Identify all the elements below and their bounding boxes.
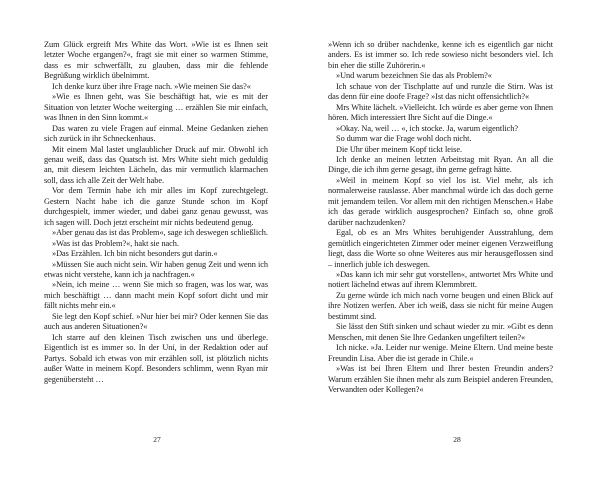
right-page-text — [328, 40, 553, 395]
paragraph: Ich denke kurz über ihre Frage nach. »Wie meinen Sie das?« — [52, 81, 251, 91]
paragraph: »Wie es Ihnen geht, was Sie beschäftigt hat, wie es mit der Situation von letzter Woche weiterging … erzählen Sie mir einfach, was Ihnen in den Sinn kommt.« — [44, 92, 268, 123]
paragraph: »Aber genau das ist das Problem«, sage ich deswegen schließlich. — [52, 228, 268, 238]
paragraph: So dumm war die Frage wohl doch nicht. — [336, 134, 472, 144]
left-page-text — [44, 40, 268, 385]
paragraph: »Weil in meinem Kopf so viel los ist. Viel mehr, als ich normalerweise rauslasse. Aber manchmal würde ich das doch gerne mit jemandem teilen. Vor allem mit den richtigen Menschen.« Habe ich das gerade wirklich ausgesprochen? Einfach so, ohne groß darüber nachzudenken? — [328, 175, 553, 227]
paragraph: Die Uhr über meinem Kopf tickt leise. — [336, 144, 463, 154]
paragraph: Ich denke an meinen letzten Arbeitstag mit Ryan. An all die Dinge, die ich ihm gerne gesagt, ihn gerne gefragt hätte. — [328, 154, 553, 175]
paragraph: »Das Erzählen. Ich bin nicht besonders gut darin.« — [52, 249, 218, 259]
paragraph: Vor dem Termin habe ich mir alles im Kopf zurechtgelegt. Gestern Nacht habe ich die ganze Stunde schon im Kopf durchgespielt, immer wieder, und dabei ganz genau gewusst, was ich sagen will. Doch jetzt erscheint mir nichts bedeutend genug. — [44, 186, 268, 227]
paragraph: »Und warum bezeichnen Sie das als Problem?« — [336, 71, 492, 81]
page-number: 27 — [153, 435, 161, 444]
paragraph: Ich schaue von der Tischplatte auf und runzle die Stirn. Was ist das denn für eine doofe Frage? »Ist das nicht offensichtlich?« — [328, 81, 553, 102]
page-number: 28 — [453, 435, 461, 444]
right-page — [300, 0, 600, 478]
paragraph: »Was ist bei Ihren Eltern und Ihrer besten Freundin anders? Warum erzählen Sie ihnen mehr als zum Beispiel anderen Freunden, Verwandten oder Kollegen?« — [328, 364, 553, 394]
paragraph: Mrs White lächelt. »Vielleicht. Ich würde es aber gerne von Ihnen hören. Mich interessiert Ihre Sicht auf die Dinge.« — [328, 102, 553, 123]
paragraph: Egal, ob es an Mrs Whites beruhigender Ausstrahlung, dem gemütlich eingerichteten Zimmer oder meiner eigenen Verzweiflung liegt, dass die Worte so ohne Weiteres aus mir herausgeflossen sind – innerlich juble ich deswegen. — [328, 228, 553, 269]
paragraph: Sie legt den Kopf schief. »Nur hier bei mir? Oder kennen Sie das auch aus anderen Situationen?« — [44, 311, 268, 332]
paragraph: Sie lässt den Stift sinken und schaut wieder zu mir. »Gibt es denn Menschen, mit denen Sie Ihre Gedanken ungefiltert teilen?« — [328, 322, 553, 342]
paragraph: Zu gerne würde ich mich nach vorne beugen und einen Blick auf ihre Notizen werfen. Aber ich weiß, dass sie nicht für meine Augen bestimmt sind. — [328, 290, 553, 321]
paragraph: »Was ist das Problem?«, hakt sie nach. — [52, 238, 179, 248]
paragraph: »Das kann ich mir sehr gut vorstellen«, antwortet Mrs White und notiert lächelnd etwas auf ihrem Klemmbrett. — [328, 269, 553, 290]
paragraph: Zum Glück ergreift Mrs White das Wort. »Wie ist es Ihnen seit letzter Woche ergangen?«, fragt sie mit einer so warmen Stimme, dass es mir schwerfällt, zu glauben, dass mir die fehlende Begrüßung wirklich übelnimmt. — [44, 40, 268, 81]
paragraph: »Wenn ich so drüber nachdenke, kenne ich es eigentlich gar nicht anders. Es ist immer so. Ich rede sowieso nicht besonders viel. Ich bin eher die stille Zuhörerin.« — [328, 40, 553, 70]
paragraph: Mit einem Mal lastet unglaublicher Druck auf mir. Obwohl ich genau weiß, dass das Quatsch ist. Mrs White sieht mich geduldig an, mit diesem leichten Lächeln, das mir vermutlich klarmachen soll, dass ich alle Zeit der Welt habe. — [44, 144, 268, 185]
paragraph: »Okay. Na, weil … «, ich stocke. Ja, warum eigentlich? — [336, 123, 519, 133]
paragraph: »Nein, ich meine … wenn Sie mich so fragen, was los war, was mich beschäftigt … dann macht mein Kopf sofort dicht und mir fällt nichts mehr ein.« — [44, 280, 268, 311]
paragraph: Ich nicke. »Ja. Leider nur wenige. Meine Eltern. Und meine beste Freundin Lisa. Aber die ist gerade in Chile.« — [328, 343, 553, 363]
paragraph: »Müssen Sie auch nicht sein. Wir haben genug Zeit und wenn ich etwas nicht verstehe, kann ich ja nachfragen.« — [44, 259, 268, 279]
paragraph: Ich starre auf den kleinen Tisch zwischen uns und überlege. Eigentlich ist es immer so. In der Uni, in der Redaktion oder auf Partys. Sobald ich etwas von mir erzählen soll, ist plötzlich nichts außer Watte in meinem Kopf. Besonders schlimm, wenn Ryan mir gegenübersteht … — [44, 332, 268, 384]
paragraph: Das waren zu viele Fragen auf einmal. Meine Gedanken ziehen sich zurück in ihr Schneckenhaus. — [44, 123, 268, 144]
